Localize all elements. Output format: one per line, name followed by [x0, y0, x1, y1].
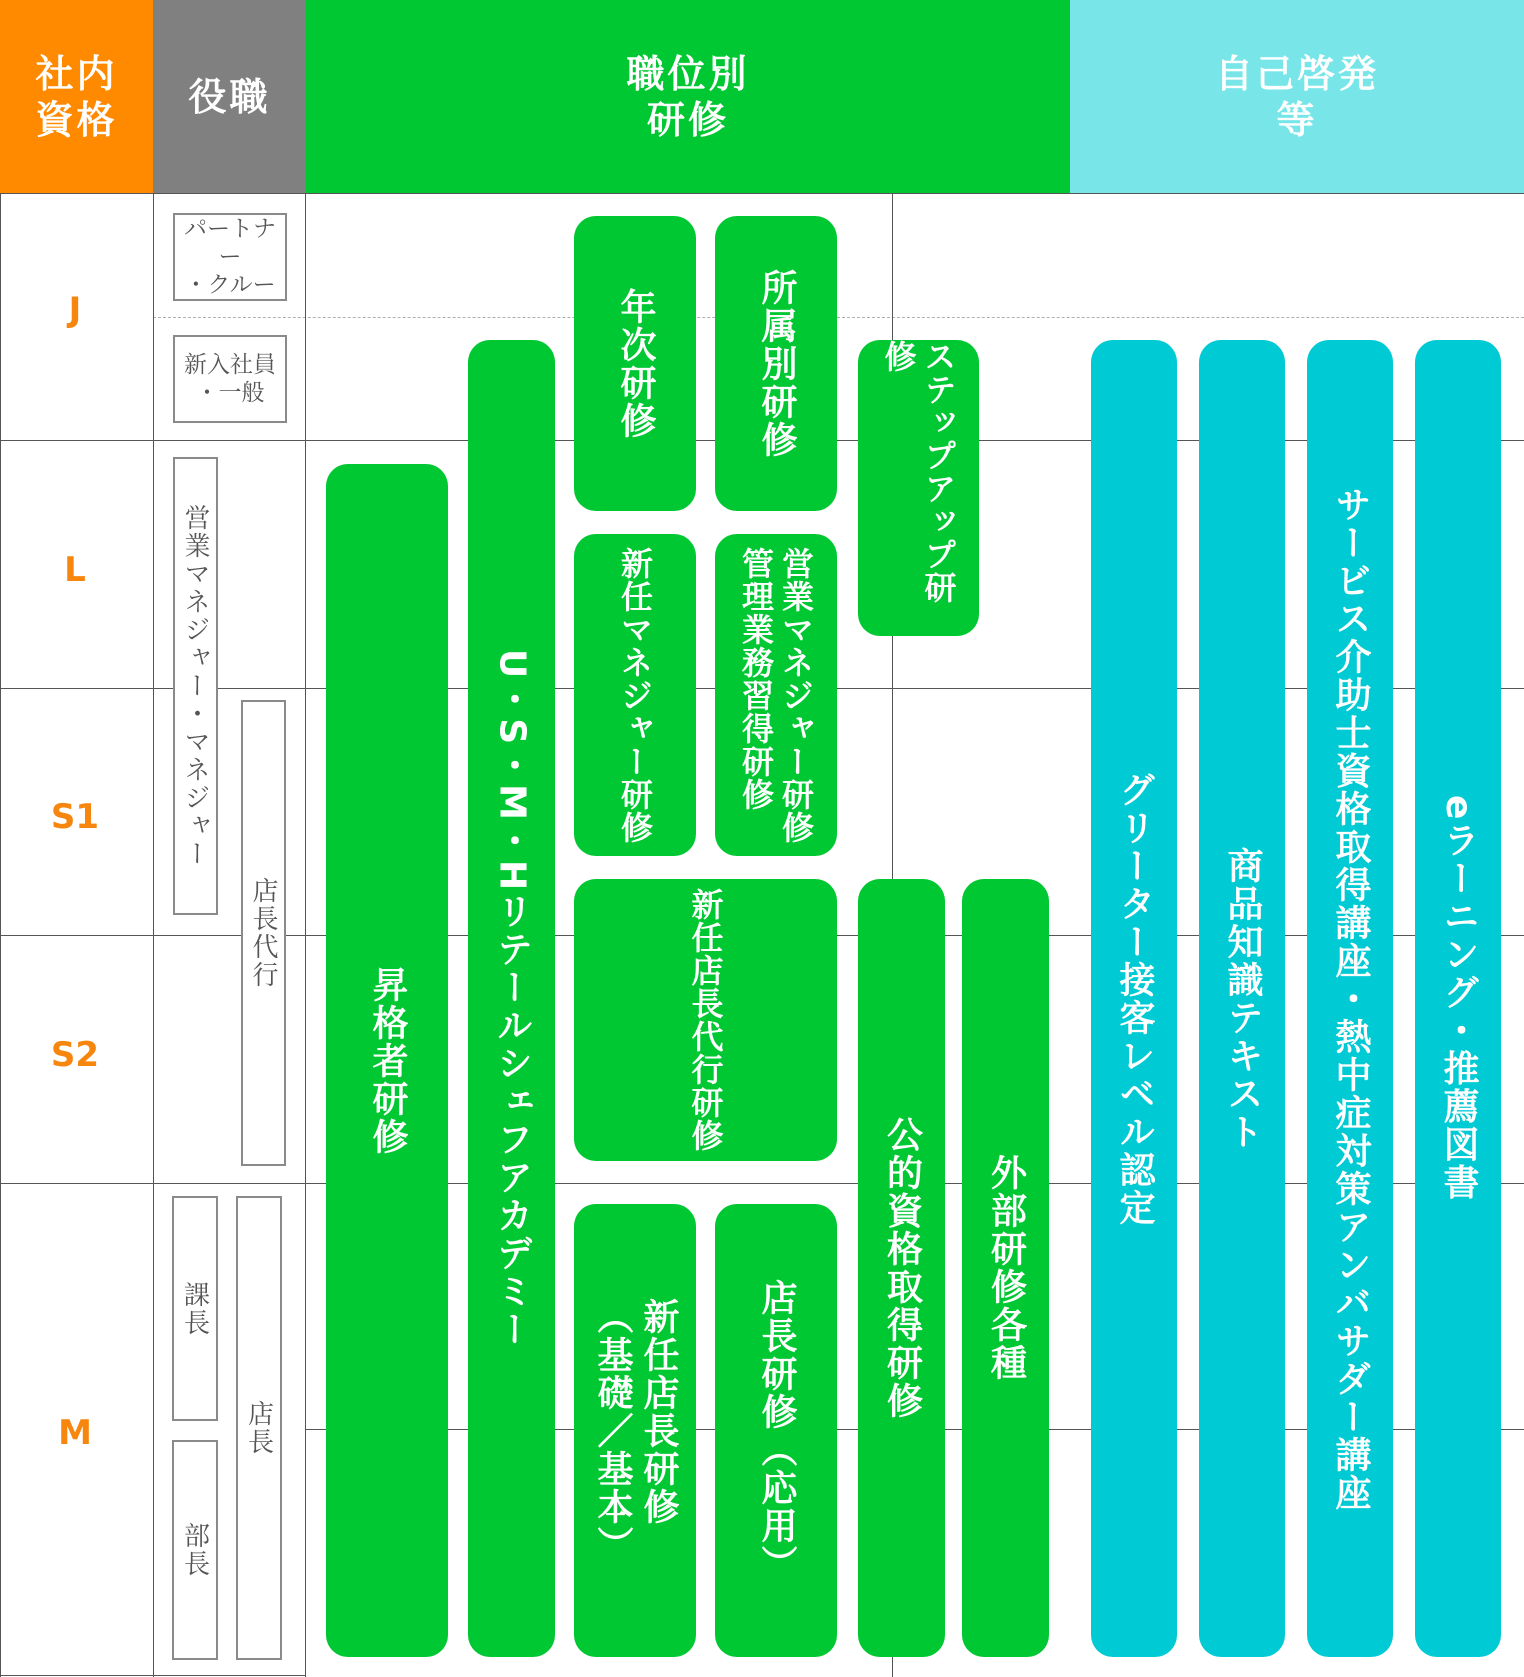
selfdev-product-knowledge-text-label: 商品知識テキスト [1222, 846, 1263, 1151]
role-section-chief-label: 課長 [179, 1280, 210, 1337]
program-step-up-training-label: ステップアップ研修 [879, 340, 958, 604]
program-new-store-manager-training [574, 1204, 696, 1657]
grade-m: M [58, 1413, 92, 1453]
role-store-manager [236, 1196, 282, 1660]
header-position-label: 役職 [188, 74, 271, 119]
role-dept-manager-label: 部長 [179, 1522, 210, 1578]
role-new-employee-label: 新入社員 ・一般 [184, 352, 276, 406]
grid-line-top [0, 193, 1524, 194]
program-store-manager-advanced-training [715, 1204, 837, 1657]
selfdev-service-care-course [1307, 340, 1393, 1657]
program-public-qualification-training-label: 公的資格取得研修 [881, 1116, 923, 1420]
program-retail-chef-academy-label: U・S・M・Hリテールシェフアカデミー [491, 648, 533, 1349]
grid-line-v-left [0, 193, 1, 1677]
role-store-manager-label: 店長 [243, 1400, 274, 1456]
program-promotion-training-label: 昇格者研修 [367, 965, 408, 1156]
selfdev-greeter-certification-label: グリーター接客レベル認定 [1114, 770, 1155, 1227]
grade-s2: S2 [50, 1035, 100, 1075]
selfdev-elearning-books-label: eラーニング・推薦図書 [1438, 795, 1479, 1202]
selfdev-elearning-books [1415, 340, 1501, 1657]
program-annual-training [574, 216, 696, 511]
role-acting-store-manager [241, 700, 286, 1166]
program-annual-training-label: 年次研修 [615, 287, 656, 440]
role-sales-manager-label: 営業マネジャー・マネジャー [180, 504, 210, 868]
role-acting-store-manager-label: 店長代行 [248, 877, 278, 989]
program-promotion-training [326, 464, 448, 1657]
program-new-manager-training-label: 新任マネジャー研修 [616, 546, 654, 844]
header-position [153, 0, 306, 193]
role-sales-manager [173, 457, 218, 915]
header-rank-training [306, 0, 1070, 193]
role-section-chief [172, 1196, 218, 1421]
program-new-manager-training [574, 534, 696, 856]
program-department-training [715, 216, 837, 511]
grid-line-s2-m [0, 1183, 1524, 1184]
grid-line-dashed [153, 317, 1524, 318]
grade-j: J [68, 290, 82, 330]
program-external-training [962, 879, 1049, 1657]
header-self-development-label: 自己啓発 等 [1214, 51, 1379, 142]
program-step-up-training [858, 340, 979, 636]
header-self-development [1070, 0, 1524, 193]
program-new-acting-store-manager-training-label: 新任店長代行研修 [686, 888, 725, 1152]
header-rank-training-label: 職位別 研修 [626, 51, 750, 142]
selfdev-product-knowledge-text [1199, 340, 1285, 1657]
program-new-store-manager-training-label: 新任店長研修 （基礎／基本） [592, 1297, 679, 1564]
program-retail-chef-academy [468, 340, 555, 1657]
program-public-qualification-training [858, 879, 945, 1657]
header-grade-label: 社内 資格 [35, 51, 118, 142]
grid-line-v-grade [153, 193, 154, 1677]
role-new-employee [173, 335, 287, 423]
program-store-manager-advanced-training-label: 店長研修（応用） [756, 1278, 797, 1583]
header-grade [0, 0, 153, 193]
grid-line-v-position [305, 193, 306, 1677]
program-department-training-label: 所属別研修 [756, 268, 797, 459]
program-sales-manager-admin-training-label: 営業マネジャー研修 管理業務習得研修 [737, 546, 815, 844]
role-partner-crew-label: パートナー ・クルー [184, 216, 276, 298]
grade-l: L [64, 550, 86, 590]
role-partner-crew [173, 213, 287, 301]
grade-s1: S1 [50, 797, 100, 837]
selfdev-service-care-course-label: サービス介助士資格取得講座・熱中症対策アンバサダー講座 [1330, 485, 1371, 1512]
selfdev-greeter-certification [1091, 340, 1177, 1657]
role-dept-manager [172, 1440, 218, 1660]
program-external-training-label: 外部研修各種 [985, 1154, 1027, 1382]
program-sales-manager-admin-training [715, 534, 837, 856]
program-new-acting-store-manager-training [574, 879, 837, 1161]
